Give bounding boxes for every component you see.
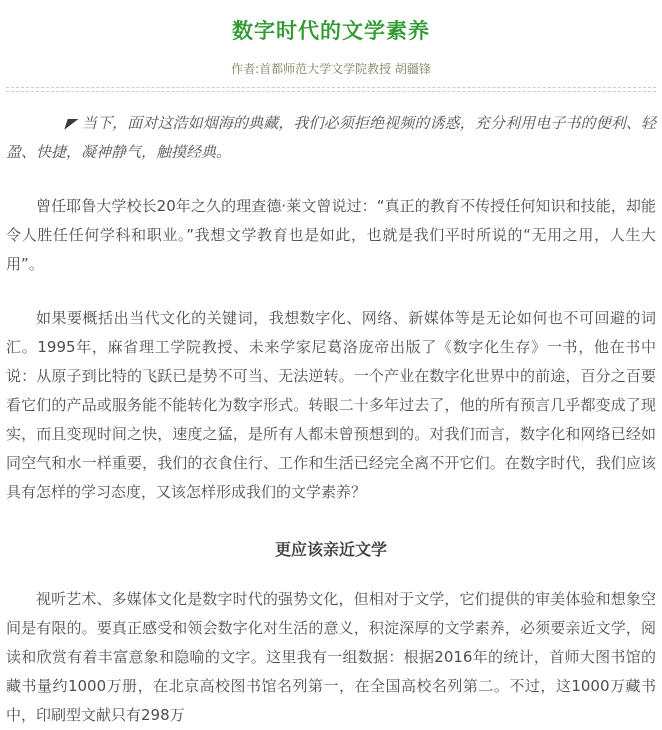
section-heading: 更应该亲近文学 (274, 540, 387, 559)
paragraph-approach-literature: 视听艺术、多媒体文化是数字时代的强势文化，但相对于文学，它们提供的审美体验和想象空间是有限的。要真正感受和领会数字化对生活的意义，积淀深厚的文学素养，必须要亲近文学，阅读和欣赏有着丰富意象和隐喻的文字。这里我有一组数据：根据2016年的统计，首师大图书馆的藏书量约1000万册，在北京高校图书馆名列第一，在全国高校名列第二。不过，这1000万藏书中，印刷型文献只有298万 (6, 590, 656, 724)
flag-icon: ◤ (63, 116, 80, 132)
dotted-divider (6, 87, 656, 92)
paragraph-quote-levin: 曾任耶鲁大学校长20年之久的理查德·莱文曾说过：“真正的教育不传授任何知识和技能，却能令人胜任任何学科和职业。”我想文学教育也是如此，也就是我们平时所说的“无用之用，人生大用”。 (6, 197, 656, 273)
article-title: 数字时代的文学素养 (232, 19, 430, 43)
paragraph-digital-culture: 如果要概括出当代文化的关键词，我想数字化、网络、新媒体等是无论如何也不可回避的词汇。1995年，麻省理工学院教授、未来学家尼葛洛庞帝出版了《数字化生存》一书，他在书中说：从原子到比特的飞跃已是势不可当、无法逆转。一个产业在数字化世界中的前途，百分之百要看它们的产品或服务能不能转化为数字形式。转眼二十多年过去了，他的所有预言几乎都变成了现实，而且变现时间之快，速度之猛，是所有人都未曾预想到的。对我们而言，数字化和网络已经如同空气和水一样重要，我们的衣食住行、工作和生活已经完全离不开它们。在数字时代，我们应该具有怎样的学习态度，又该怎样形成我们的文学素养？ (6, 309, 656, 501)
article-author: 作者:首都师范大学文学院教授 胡疆锋 (231, 62, 431, 76)
lead-paragraph (6, 109, 656, 167)
lead-paragraph-text: 当下，面对这浩如烟海的典藏，我们必须拒绝视频的诱惑，充分利用电子书的便利、轻盈、快捷，凝神静气，触摸经典。 (6, 114, 656, 161)
article-page (0, 15, 662, 724)
